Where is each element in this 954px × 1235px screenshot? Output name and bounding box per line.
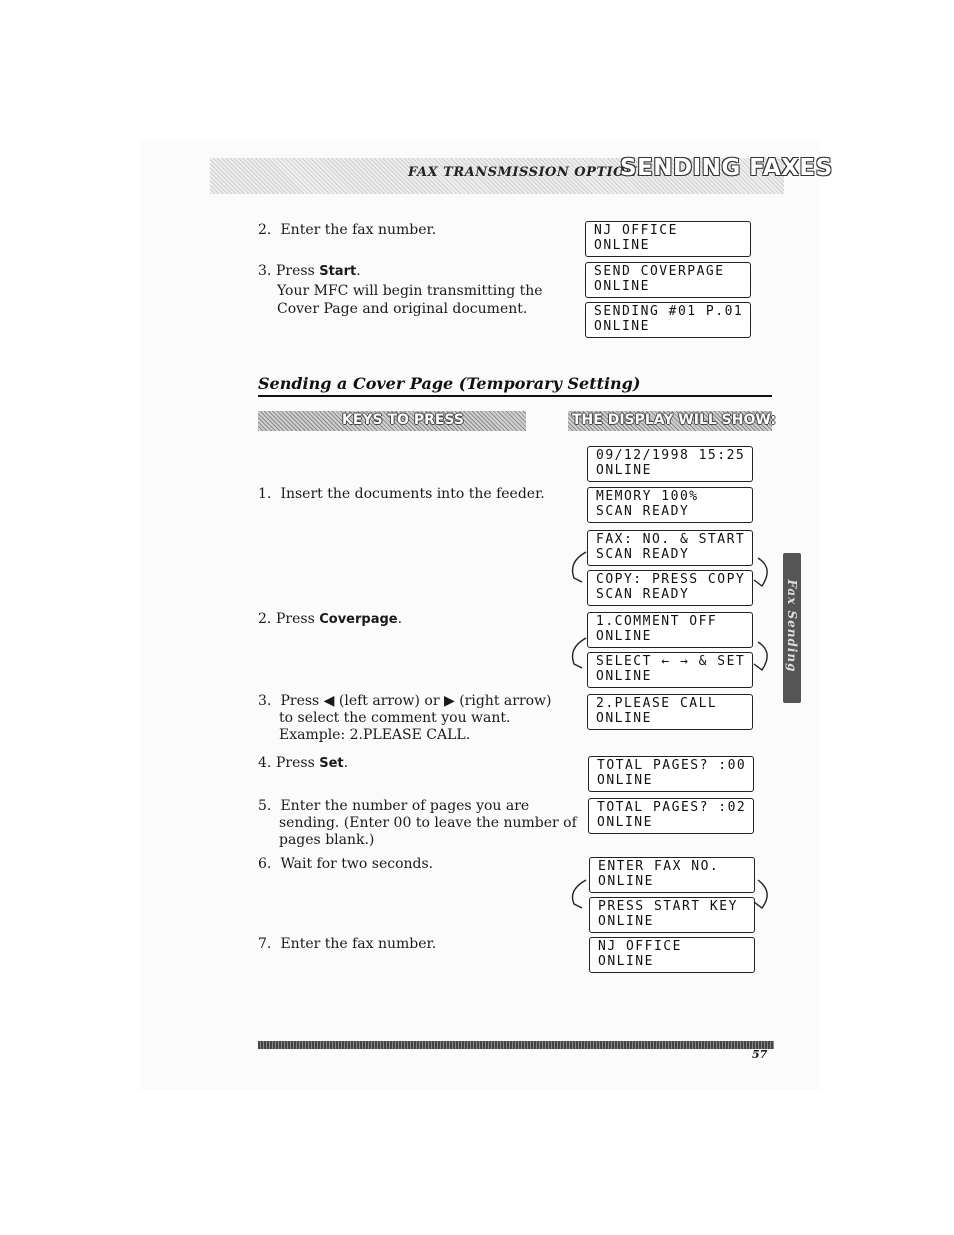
step-text: Enter the fax number. bbox=[280, 936, 437, 952]
keys-header: KEYS TO PRESS bbox=[342, 412, 464, 428]
step-text: Wait for two seconds. bbox=[280, 856, 434, 872]
lcd-line-2: ONLINE bbox=[597, 773, 653, 788]
step-5-line-3: pages blank.) bbox=[279, 832, 375, 848]
step-number: 1. bbox=[258, 486, 272, 502]
lcd-line-2: ONLINE bbox=[598, 954, 654, 969]
lcd-line-1: SENDING #01 P.01 bbox=[594, 304, 744, 319]
loop-arrow-left bbox=[573, 552, 587, 582]
step-text: Insert the documents into the feeder. bbox=[280, 486, 545, 502]
footer-band bbox=[258, 1041, 774, 1049]
lcd-display bbox=[588, 756, 754, 792]
step-5-line-2: sending. (Enter 00 to leave the number of bbox=[279, 815, 577, 831]
lcd-line-2: ONLINE bbox=[594, 279, 650, 294]
step-text: Enter the number of pages you are bbox=[280, 798, 530, 814]
page-number: 57 bbox=[752, 1048, 768, 1061]
loop-arrow-left bbox=[573, 638, 587, 668]
lcd-display bbox=[588, 798, 754, 834]
lcd-line-1: 1.COMMENT OFF bbox=[596, 614, 718, 629]
step-number: 3. bbox=[258, 263, 272, 279]
lcd-line-1: SELECT ← → & SET bbox=[596, 654, 746, 669]
step-1 bbox=[258, 485, 545, 503]
step-prefix: Press bbox=[276, 263, 320, 279]
lcd-display bbox=[585, 262, 751, 298]
lcd-line-1: NJ OFFICE bbox=[598, 939, 682, 954]
step-text: Enter the fax number. bbox=[280, 222, 437, 238]
lcd-line-2: SCAN READY bbox=[596, 587, 690, 602]
step-3 bbox=[258, 692, 552, 710]
lcd-line-2: ONLINE bbox=[596, 463, 652, 478]
step-prefix: Press bbox=[276, 755, 320, 771]
lcd-line-2: ONLINE bbox=[594, 238, 650, 253]
lcd-display bbox=[585, 302, 751, 338]
step-number: 2. bbox=[258, 611, 272, 627]
lcd-line-2: ONLINE bbox=[594, 319, 650, 334]
lcd-line-2: ONLINE bbox=[596, 711, 652, 726]
step-3-line-3: Example: 2.PLEASE CALL. bbox=[279, 727, 471, 743]
step-prefix: Press bbox=[276, 611, 320, 627]
lcd-line-1: PRESS START KEY bbox=[598, 899, 738, 914]
alternate-arrows bbox=[560, 868, 780, 918]
lcd-line-1: TOTAL PAGES? :02 bbox=[597, 800, 747, 815]
lcd-line-1: ENTER FAX NO. bbox=[598, 859, 720, 874]
step-number: 3. bbox=[258, 693, 272, 709]
start-key: Start bbox=[319, 264, 357, 279]
coverpage-key: Coverpage bbox=[319, 612, 398, 627]
lcd-line-1: MEMORY 100% bbox=[596, 489, 699, 504]
lcd-line-1: NJ OFFICE bbox=[594, 223, 678, 238]
step-number: 2. bbox=[258, 222, 272, 238]
top-step-2 bbox=[258, 221, 436, 239]
side-tab bbox=[783, 553, 801, 703]
lcd-line-1: 2.PLEASE CALL bbox=[596, 696, 718, 711]
top-step-3-note-1: Your MFC will begin transmitting the bbox=[277, 283, 543, 299]
step-2 bbox=[258, 610, 402, 629]
header-subtitle: FAX TRANSMISSION OPTIONS bbox=[408, 165, 648, 180]
lcd-line-1: TOTAL PAGES? :00 bbox=[597, 758, 747, 773]
lcd-line-1: COPY: PRESS COPY bbox=[596, 572, 746, 587]
lcd-display bbox=[589, 937, 755, 973]
lcd-display bbox=[587, 446, 753, 482]
loop-arrow-right bbox=[754, 880, 767, 908]
top-step-3 bbox=[258, 262, 361, 281]
step-suffix: . bbox=[356, 263, 361, 279]
top-step-3-note-2: Cover Page and original document. bbox=[277, 301, 528, 317]
section-title: Sending a Cover Page (Temporary Setting) bbox=[258, 374, 641, 393]
lcd-line-2: ONLINE bbox=[596, 629, 652, 644]
step-7 bbox=[258, 935, 436, 953]
lcd-display bbox=[587, 487, 753, 523]
step-3-line-2: to select the comment you want. bbox=[279, 710, 511, 726]
lcd-line-2: SCAN READY bbox=[596, 547, 690, 562]
section-divider bbox=[258, 395, 772, 397]
step-number: 6. bbox=[258, 856, 272, 872]
step-number: 5. bbox=[258, 798, 272, 814]
loop-arrow-right bbox=[754, 642, 767, 670]
loop-arrow-right bbox=[754, 558, 767, 586]
step-5 bbox=[258, 797, 529, 815]
step-number: 7. bbox=[258, 936, 272, 952]
lcd-line-2: ONLINE bbox=[596, 669, 652, 684]
set-key: Set bbox=[319, 756, 344, 771]
step-text: Press ◀ (left arrow) or ▶ (right arrow) bbox=[280, 693, 552, 709]
step-suffix: . bbox=[397, 611, 403, 627]
step-6 bbox=[258, 855, 433, 873]
lcd-line-2: ONLINE bbox=[597, 815, 653, 830]
lcd-line-2: ONLINE bbox=[598, 874, 654, 889]
lcd-line-2: SCAN READY bbox=[596, 504, 690, 519]
alternate-arrows bbox=[560, 540, 780, 700]
side-tab-label: Fax Sending bbox=[785, 579, 799, 673]
lcd-line-1: 09/12/1998 15:25 bbox=[596, 448, 746, 463]
step-4 bbox=[258, 754, 348, 773]
lcd-line-1: FAX: NO. & START bbox=[596, 532, 746, 547]
step-number: 4. bbox=[258, 755, 272, 771]
step-suffix: . bbox=[343, 755, 349, 771]
lcd-line-1: SEND COVERPAGE bbox=[594, 264, 725, 279]
header-title: SENDING FAXES bbox=[620, 155, 833, 181]
display-header: THE DISPLAY WILL SHOW: bbox=[572, 412, 776, 428]
lcd-line-2: ONLINE bbox=[598, 914, 654, 929]
loop-arrow-left bbox=[573, 880, 587, 908]
lcd-display bbox=[585, 221, 751, 257]
